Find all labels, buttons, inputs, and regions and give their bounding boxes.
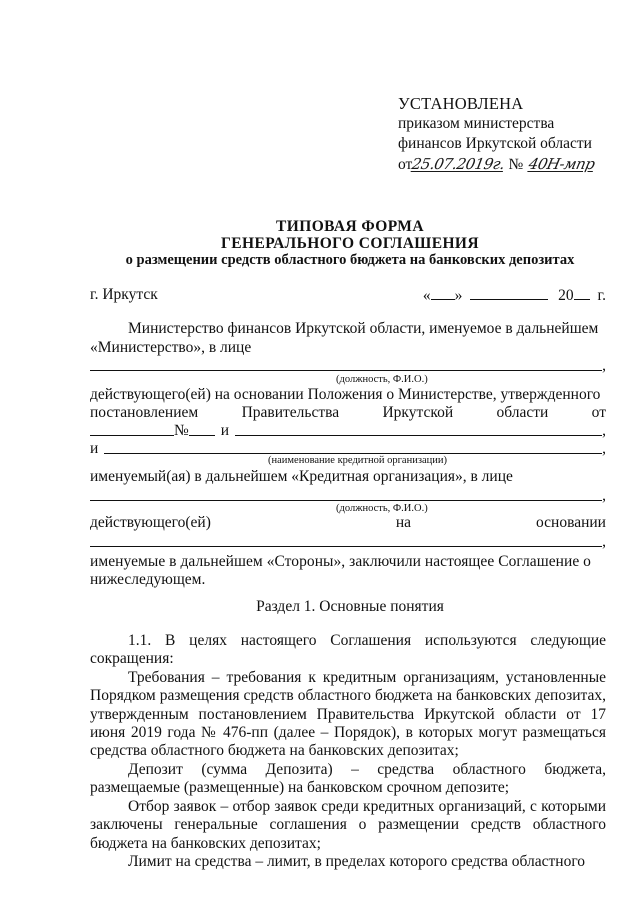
section-1-p3: Депозит (сумма Депозита) – средства областного бюджета, размещаемые (размещенные) на банковском срочном депозите; [90, 761, 606, 797]
parties-line-1: именуемые в дальнейшем «Стороны», заключили настоящее Соглашение о [90, 553, 591, 570]
approval-line-2: финансов Иркутской области [398, 135, 592, 152]
day-blank [431, 286, 455, 300]
basis-line-1: действующего(ей) на основании Положения о Министерстве, утвержденного [90, 386, 601, 403]
title-line-2: ГЕНЕРАЛЬНОГО СОГЛАШЕНИЯ [221, 235, 479, 252]
date-blank-field [90, 422, 174, 436]
named-as-line: именуемый(ая) в дальнейшем «Кредитная организация», в лице [90, 468, 513, 485]
date-blank: « » 20 г. [422, 287, 606, 304]
month-blank [470, 286, 548, 300]
intro-line-2: «Министерство», в лице [90, 339, 252, 356]
basis-word-4: области [496, 404, 549, 421]
acting-blank: , [90, 533, 606, 551]
handwritten-number: 40Н-мпр [527, 155, 597, 173]
approval-date-number [398, 154, 618, 175]
section-1-p5: Лимит на средства – лимит, в пределах которого средства областного [128, 853, 586, 870]
acting-line: действующего(ей) на основании [90, 514, 606, 531]
approval-block [398, 94, 618, 175]
document-title [60, 218, 640, 269]
approval-from-prefix: от [398, 156, 413, 173]
org-blank-line: и , [90, 440, 606, 457]
section-1-p1: 1.1. В целях настоящего Соглашения используются следующие сокращения: [90, 632, 606, 668]
approval-number-prefix: № [508, 156, 524, 173]
position-blank-2: , [90, 487, 606, 505]
basis-word-3: Иркутской [382, 404, 454, 421]
title-line-3: о размещении средств областного бюджета на банковских депозитах [125, 252, 575, 268]
basis-word-2: Правительства [241, 404, 340, 421]
basis-word-5: от [591, 404, 606, 421]
year-blank [574, 286, 590, 300]
section-1-p2: Требования – требования к кредитным организациям, установленные Порядком размещения средств областного бюджета на банковских депозитах, утвержденным постановлением Правительства Иркутской области от 17 июня 2019 года № 476-пп (далее – Порядок), в которых могут размещаться средства областного бюджета на банковских депозитах; [90, 669, 606, 760]
position-blank-1: , [90, 357, 606, 375]
place-date-line [90, 286, 606, 305]
approval-heading: УСТАНОВЛЕНА [398, 94, 524, 113]
basis-line-2 [90, 404, 606, 422]
caption-position-1: (должность, Ф.И.О.) [336, 374, 428, 385]
basis-word-1: постановлением [90, 404, 199, 421]
intro-line-1: Министерство финансов Иркутской области, именуемое в дальнейшем [128, 320, 599, 337]
caption-position-2: (должность, Ф.И.О.) [336, 503, 428, 514]
number-blank-field [189, 422, 215, 436]
approval-line-1: приказом министерства [398, 115, 555, 132]
date-number-blank-line: № и , [90, 422, 606, 440]
section-1-heading: Раздел 1. Основные понятия [256, 598, 444, 615]
caption-org: (наименование кредитной организации) [268, 455, 447, 466]
parties-line-2: нижеследующем. [90, 571, 206, 588]
place: г. Иркутск [90, 286, 158, 303]
handwritten-date: 25.07.2019г. [410, 155, 507, 173]
title-line-1: ТИПОВАЯ ФОРМА [276, 218, 424, 235]
section-1-p4: Отбор заявок – отбор заявок среди кредитных организаций, с которыми заключены генеральные соглашения о размещении средств областного бюджета на банковских депозитах; [90, 798, 606, 852]
